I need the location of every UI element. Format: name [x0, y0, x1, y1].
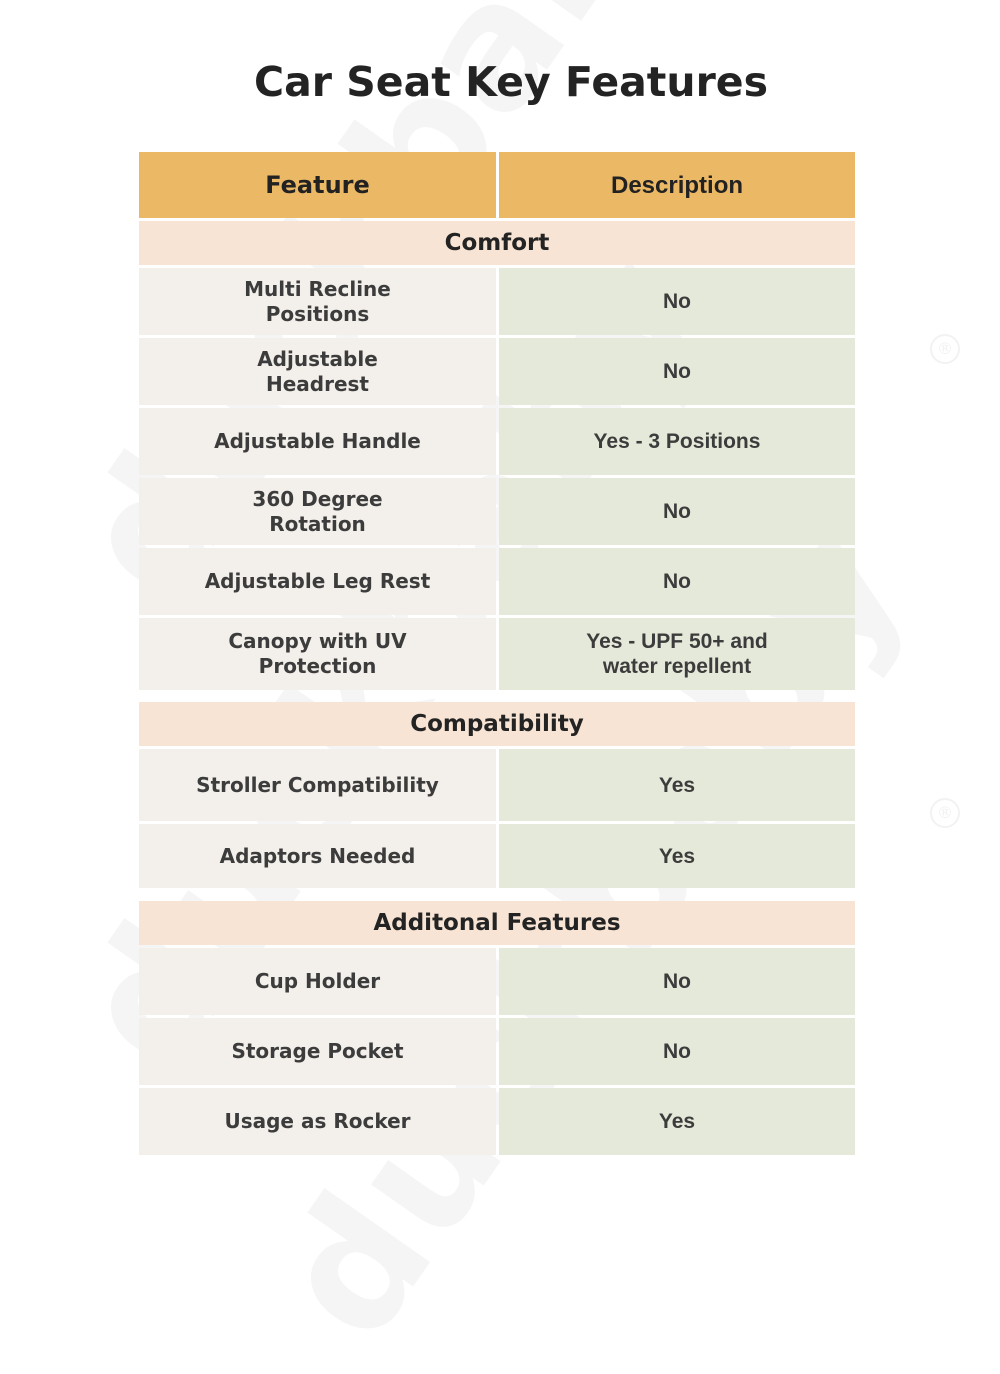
description-value: No: [663, 570, 691, 593]
section-header-compatibility: Compatibility: [139, 702, 855, 746]
table-row: [139, 1018, 855, 1085]
feature-cell: [139, 408, 496, 475]
table-row: [139, 948, 855, 1015]
column-header-description: Description: [499, 152, 855, 218]
feature-cell: [139, 749, 496, 821]
description-cell: [499, 749, 855, 821]
description-value: No: [663, 360, 691, 383]
feature-label: Adjustable Handle: [214, 429, 421, 453]
page-title: Car Seat Key Features: [253, 58, 769, 106]
feature-cell: [139, 268, 496, 335]
feature-label: Multi Recline Positions: [244, 276, 391, 326]
registered-mark-icon: ®: [930, 798, 960, 828]
description-value: Yes - 3 Positions: [593, 430, 761, 453]
section-header-comfort: Comfort: [139, 221, 855, 265]
description-cell: [499, 268, 855, 335]
feature-label: Usage as Rocker: [224, 1109, 411, 1133]
feature-label: 360 Degree Rotation: [252, 486, 383, 536]
description-cell: [499, 408, 855, 475]
registered-mark-icon: ®: [930, 334, 960, 364]
description-value: No: [663, 290, 691, 313]
feature-cell: [139, 1018, 496, 1085]
table-row: [139, 749, 855, 821]
feature-label: Storage Pocket: [231, 1039, 404, 1063]
description-value: Yes: [658, 1110, 696, 1133]
section-header-additional-features: Additonal Features: [139, 901, 855, 945]
feature-cell: [139, 548, 496, 615]
section-spacer: [139, 693, 855, 702]
description-value: No: [663, 500, 691, 523]
description-cell: [499, 1018, 855, 1085]
description-value: No: [663, 970, 691, 993]
description-cell: [499, 548, 855, 615]
feature-cell: [139, 618, 496, 690]
description-value: Yes: [658, 844, 696, 868]
feature-label: Cup Holder: [254, 969, 381, 993]
table-row: [139, 824, 855, 888]
feature-label: Adjustable Leg Rest: [204, 569, 431, 593]
column-header-feature: Feature: [139, 152, 496, 218]
table-row: [139, 548, 855, 615]
feature-label: Canopy with UV Protection: [228, 629, 407, 678]
table-row: [139, 268, 855, 335]
table-row: [139, 478, 855, 545]
description-cell: [499, 948, 855, 1015]
table-header-row: [139, 152, 855, 218]
table-row: [139, 408, 855, 475]
feature-cell: [139, 338, 496, 405]
feature-cell: [139, 824, 496, 888]
feature-cell: [139, 478, 496, 545]
table-row: [139, 618, 855, 690]
feature-label: Adjustable Headrest: [257, 346, 378, 396]
section-spacer: [139, 891, 855, 901]
feature-label: Adaptors Needed: [219, 843, 416, 868]
feature-cell: [139, 1088, 496, 1155]
feature-cell: [139, 948, 496, 1015]
features-table: [139, 152, 855, 1155]
description-cell: [499, 1088, 855, 1155]
feature-label: Stroller Compatibility: [196, 772, 439, 797]
table-row: [139, 1088, 855, 1155]
table-row: [139, 338, 855, 405]
description-value: No: [663, 1040, 691, 1063]
description-cell: [499, 824, 855, 888]
description-value: Yes: [658, 773, 696, 797]
description-cell: [499, 478, 855, 545]
description-cell: [499, 618, 855, 690]
description-value: Yes - UPF 50+ and water repellent: [586, 630, 768, 678]
description-cell: [499, 338, 855, 405]
